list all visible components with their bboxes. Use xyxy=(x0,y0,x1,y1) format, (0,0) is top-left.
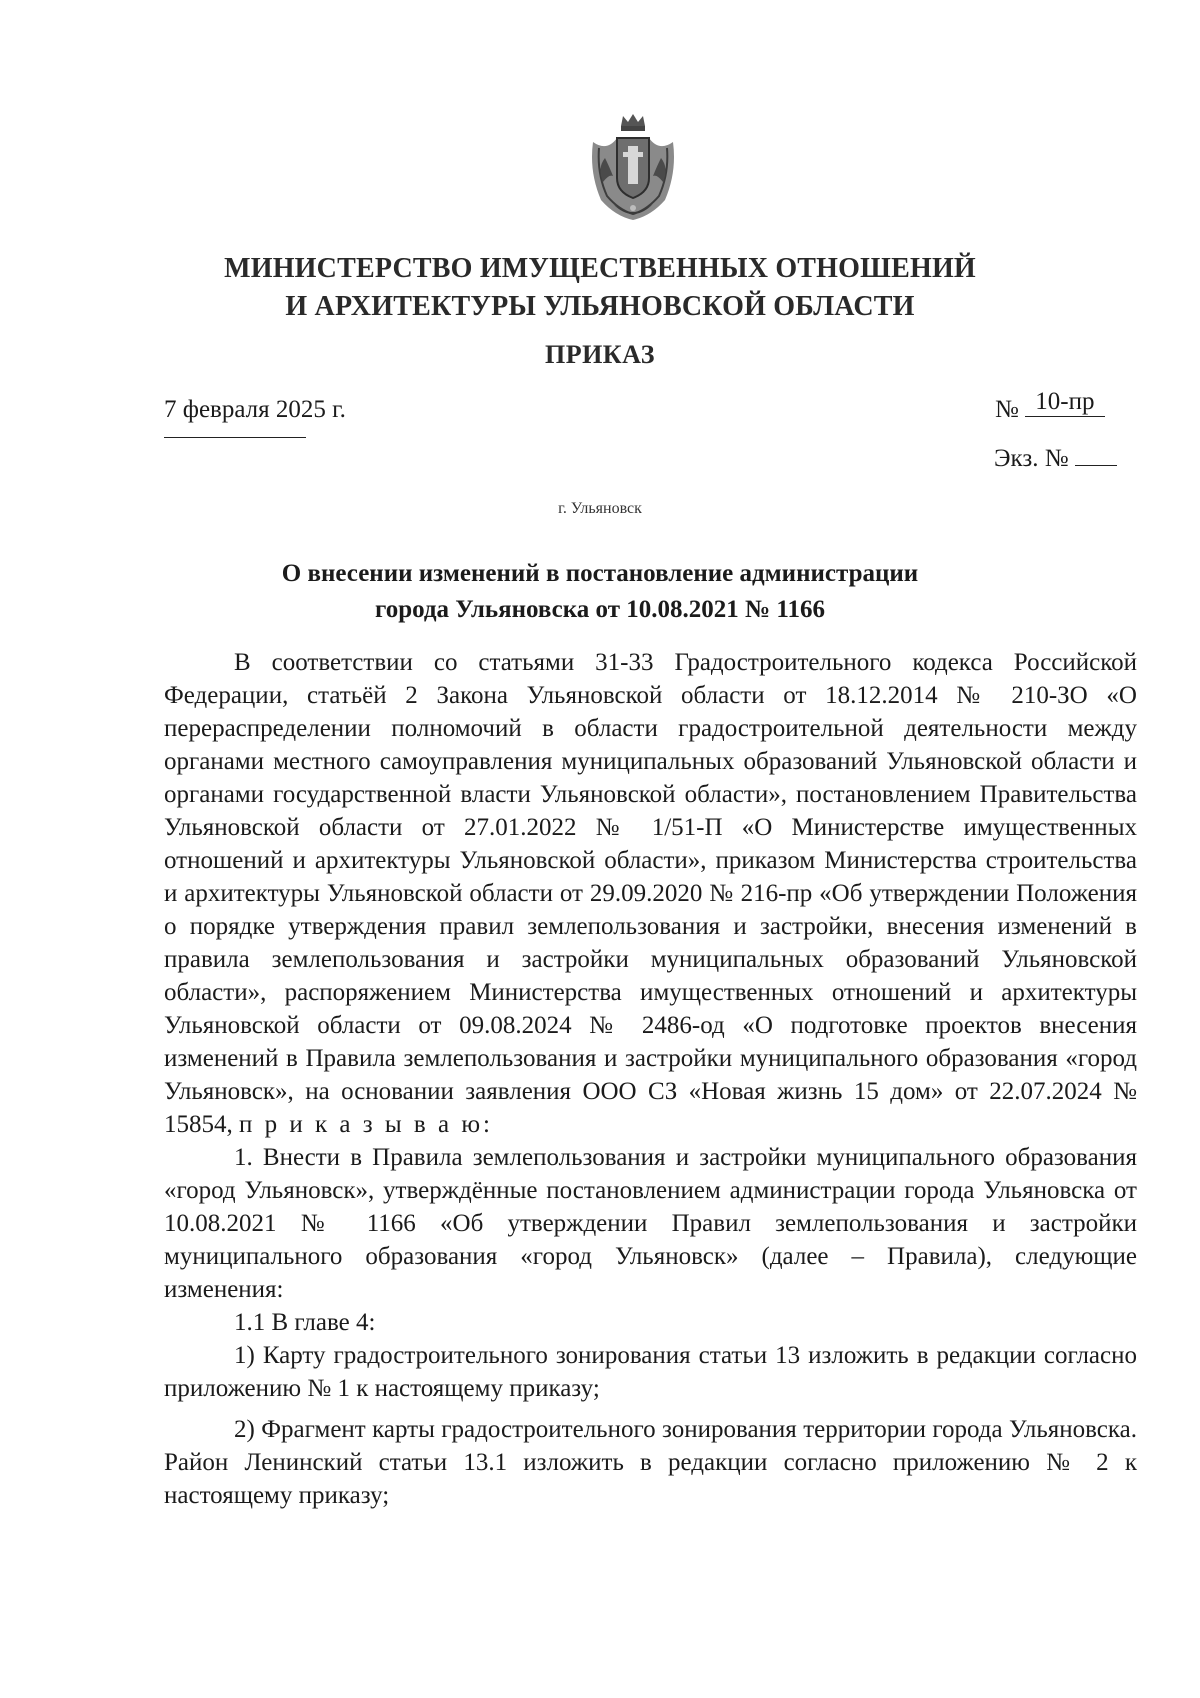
preamble-paragraph xyxy=(164,646,1137,1141)
number-label: № xyxy=(995,396,1019,423)
copy-label: Экз. № xyxy=(994,445,1069,472)
ministry-title-line1: МИНИСТЕРСТВО ИМУЩЕСТВЕННЫХ ОТНОШЕНИЙ xyxy=(224,253,976,284)
ministry-title xyxy=(150,250,1050,326)
subitem-2: 2) Фрагмент карты градостроительного зонирования территории города Ульяновска. Район Ленинский статьи 13.1 изложить в редакции согласно приложению № 2 к настоящему приказу; xyxy=(164,1416,1137,1509)
copy-number xyxy=(994,443,1117,473)
preamble-text: В соответствии со статьями 31-33 Градостроительного кодекса Российской Федерации, статьёй 2 Закона Ульяновской области от 18.12.2014 № 210-ЗО «О перераспределении полномочий в области градостроительной деятельности между органами местного самоуправления муниципальных образований Ульяновской области и органами государственной власти Ульяновской области», постановлением Правительства Ульяновской области от 27.01.2022 № 1/51-П «О Министерстве имущественных отношений и архитектуры Ульяновской области», приказом Министерства строительства и архитектуры Ульяновской области от 29.09.2020 № 216-пр «Об утверждении Положения о порядке утверждения правил землепользования и застройки, внесения изменений в правила землепользования и застройки муниципальных образований Ульяновской области», распоряжением Министерства имущественных отношений и архитектуры Ульяновской области от 09.08.2024 № 2486-од «О подготовке проектов внесения изменений в Правила землепользования и застройки муниципального образования «город Ульяновск», на основании заявления ООО СЗ «Новая жизнь 15 дом» от 22.07.2024 № 15854, xyxy=(164,649,1137,1138)
copy-blank xyxy=(1075,443,1117,466)
item-1: 1. Внести в Правила землепользования и застройки муниципального образования «город Ульяновск», утверждённые постановлением администрации города Ульяновска от 10.08.2021 № 1166 «Об утверждении Правил землепользования и застройки муниципального образования «город Ульяновск» (далее – Правила), следующие изменения: xyxy=(164,1144,1137,1303)
order-subject xyxy=(150,556,1050,628)
order-body xyxy=(164,646,1137,1512)
subject-line2: города Ульяновска от 10.08.2021 № 1166 xyxy=(374,596,825,623)
city-label: г. Ульяновск xyxy=(558,500,642,517)
ministry-title-line2: И АРХИТЕКТУРЫ УЛЬЯНОВСКОЙ ОБЛАСТИ xyxy=(285,291,915,322)
number-value: 10-пр xyxy=(1025,388,1105,417)
document-type: ПРИКАЗ xyxy=(544,340,656,369)
order-word: п р и к а з ы в а ю: xyxy=(239,1111,493,1138)
order-number xyxy=(995,388,1105,425)
coat-of-arms-icon xyxy=(583,112,683,224)
order-date: 7 февраля 2025 г. xyxy=(164,396,346,423)
item-1-1: 1.1 В главе 4: xyxy=(234,1309,376,1336)
subject-line1: О внесении изменений в постановление администрации xyxy=(281,560,919,587)
date-underline xyxy=(164,437,306,438)
subitem-1: 1) Карту градостроительного зонирования статьи 13 изложить в редакции согласно приложению № 1 к настоящему приказу; xyxy=(164,1342,1137,1402)
